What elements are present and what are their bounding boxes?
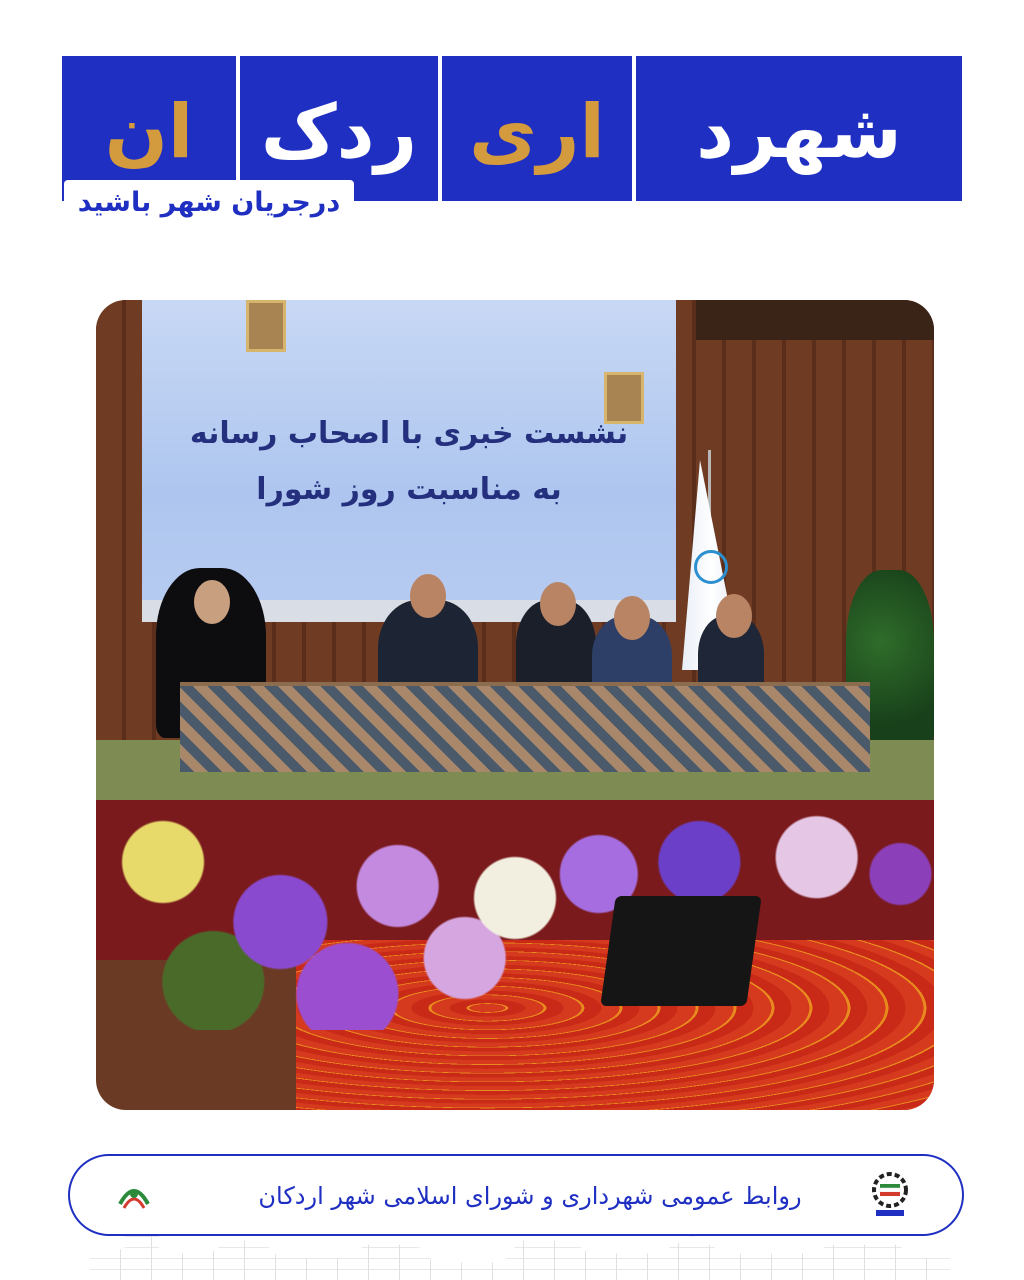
flag-emblem-icon [694,550,728,584]
panel-table [180,682,870,772]
logo-text-2: ردک [260,89,418,175]
flower-decoration [96,790,934,1030]
slogan: درجریان شهر باشید [64,180,354,226]
logo-text-1: ان [104,89,194,175]
screen-title-line-1: نشست خبری با اصحاب رسانه [189,416,629,451]
footer-text: روابط عمومی شهرداری و شورای اسلامی شهر اردکان [258,1182,802,1210]
city-skyline [90,1236,950,1280]
screen-title-line-2: به مناسبت روز شورا [256,472,562,507]
portrait-frame [246,300,286,352]
panelist-head [540,582,576,626]
panelist-head [410,574,446,618]
footer-banner [68,1154,964,1236]
ceiling [696,300,934,340]
council-logo-icon [112,1174,156,1218]
municipality-emblem-icon [868,1172,912,1220]
panelist-head [716,594,752,638]
panelist-head [614,596,650,640]
panelist-head [194,580,230,624]
event-photo [96,300,934,1110]
logo-text-3: اری [469,89,605,175]
stage-speaker [600,896,761,1006]
logo-text-4: شهرد [696,89,902,175]
logo-tile-3 [442,56,632,201]
logo-tile-4 [636,56,962,201]
